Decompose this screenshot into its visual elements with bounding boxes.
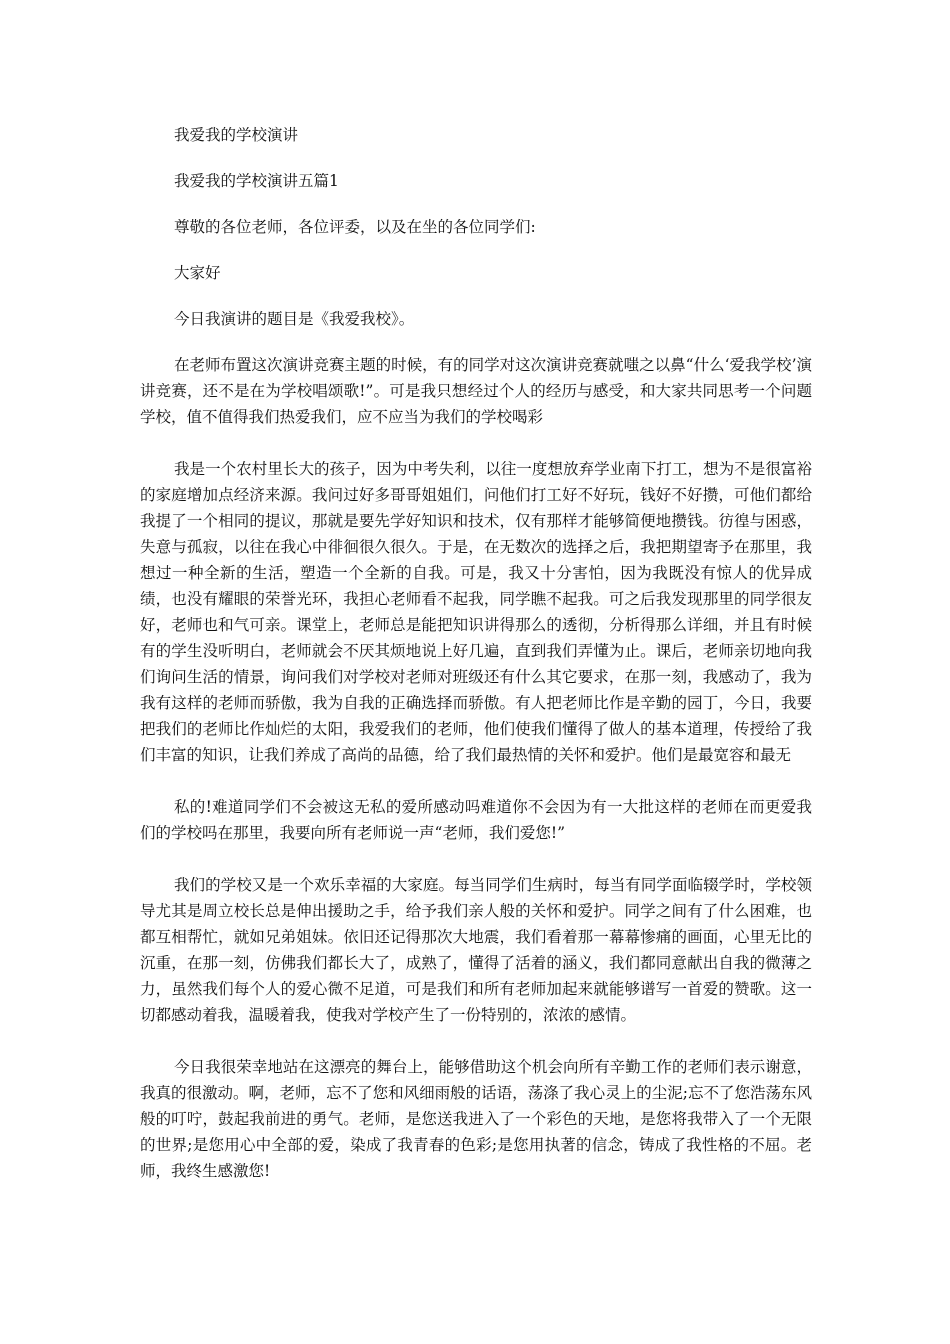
document-subtitle: 我爱我的学校演讲五篇1 (174, 172, 339, 190)
body-paragraph: 我是一个农村里长大的孩子，因为中考失利，以往一度想放弃学业南下打工，想为不是很富裕的家庭增加点经济来源。我问过好多哥哥姐姐们，问他们打工好不好玩，钱好不好攒，可他们都给我提了一个相同的提议，那就是要先学好知识和技术，仅有那样才能够简便地攒钱。彷徨与困惑，失意与孤寂，以往在我心中徘徊很久很久。于是，在无数次的选择之后，我把期望寄予在那里，我想过一种全新的生活，塑造一个全新的自我。可是，我又十分害怕，因为我既没有惊人的优异成绩，也没有耀眼的荣誉光环，我担心老师看不起我，同学瞧不起我。可之后我发现那里的同学很友好，老师也和气可亲。课堂上，老师总是能把知识讲得那么的透彻，分析得那么详细，并且有时候有的学生没听明白，老师就会不厌其烦地说上好几遍，直到我们弄懂为止。课后，老师亲切地向我们询问生活的情景，询问我们对学校对老师对班级还有什么其它要求，在那一刻，我感动了，我为我有这样的老师而骄傲，我为自我的正确选择而骄傲。有人把老师比作是辛勤的园丁，今日，我要把我们的老师比作灿烂的太阳，我爱我们的老师，他们使我们懂得了做人的基本道理，传授给了我们丰富的知识，让我们养成了高尚的品德，给了我们最热情的关怀和爱护。他们是最宽容和最无 (140, 460, 812, 764)
body-paragraph: 在老师布置这次演讲竞赛主题的时候，有的同学对这次演讲竞赛就嗤之以鼻“什么‘爱我学校’演讲竞赛，还不是在为学校唱颂歌!”。可是我只想经过个人的经历与感受，和大家共同思考一个问题学校，值不值得我们热爱我们，应不应当为我们的学校喝彩 (140, 356, 812, 426)
body-paragraph: 我们的学校又是一个欢乐幸福的大家庭。每当同学们生病时，每当有同学面临辍学时，学校领导尤其是周立校长总是伸出援助之手，给予我们亲人般的关怀和爱护。同学之间有了什么困难，也都互相帮忙，就如兄弟姐妹。依旧还记得那次大地震，我们看着那一幕幕惨痛的画面，心里无比的沉重，在那一刻，仿佛我们都长大了，成熟了，懂得了活着的涵义，我们都同意献出自我的微薄之力，虽然我们每个人的爱心微不足道，可是我们和所有老师加起来就能够谱写一首爱的赞歌。这一切都感动着我，温暖着我，使我对学校产生了一份特别的，浓浓的感情。 (140, 876, 812, 1024)
document-page (140, 122, 812, 1184)
greeting: 大家好 (174, 264, 221, 282)
speech-topic: 今日我演讲的题目是《我爱我校》。 (174, 310, 415, 328)
body-paragraph: 私的!难道同学们不会被这无私的爱所感动吗难道你不会因为有一大批这样的老师在而更爱我们的学校吗在那里，我要向所有老师说一声“老师，我们爱您!” (140, 798, 812, 842)
body-paragraph: 今日我很荣幸地站在这漂亮的舞台上，能够借助这个机会向所有辛勤工作的老师们表示谢意，我真的很激动。啊，老师，忘不了您和风细雨般的话语，荡涤了我心灵上的尘泥;忘不了您浩荡东风般的叮咛，鼓起我前进的勇气。老师，是您送我进入了一个彩色的天地，是您将我带入了一个无限的世界;是您用心中全部的爱，染成了我青春的色彩;是您用执著的信念，铸成了我性格的不屈。老师，我终生感激您! (140, 1058, 812, 1180)
salutation: 尊敬的各位老师，各位评委，以及在坐的各位同学们: (174, 218, 536, 236)
document-title: 我爱我的学校演讲 (174, 126, 299, 144)
